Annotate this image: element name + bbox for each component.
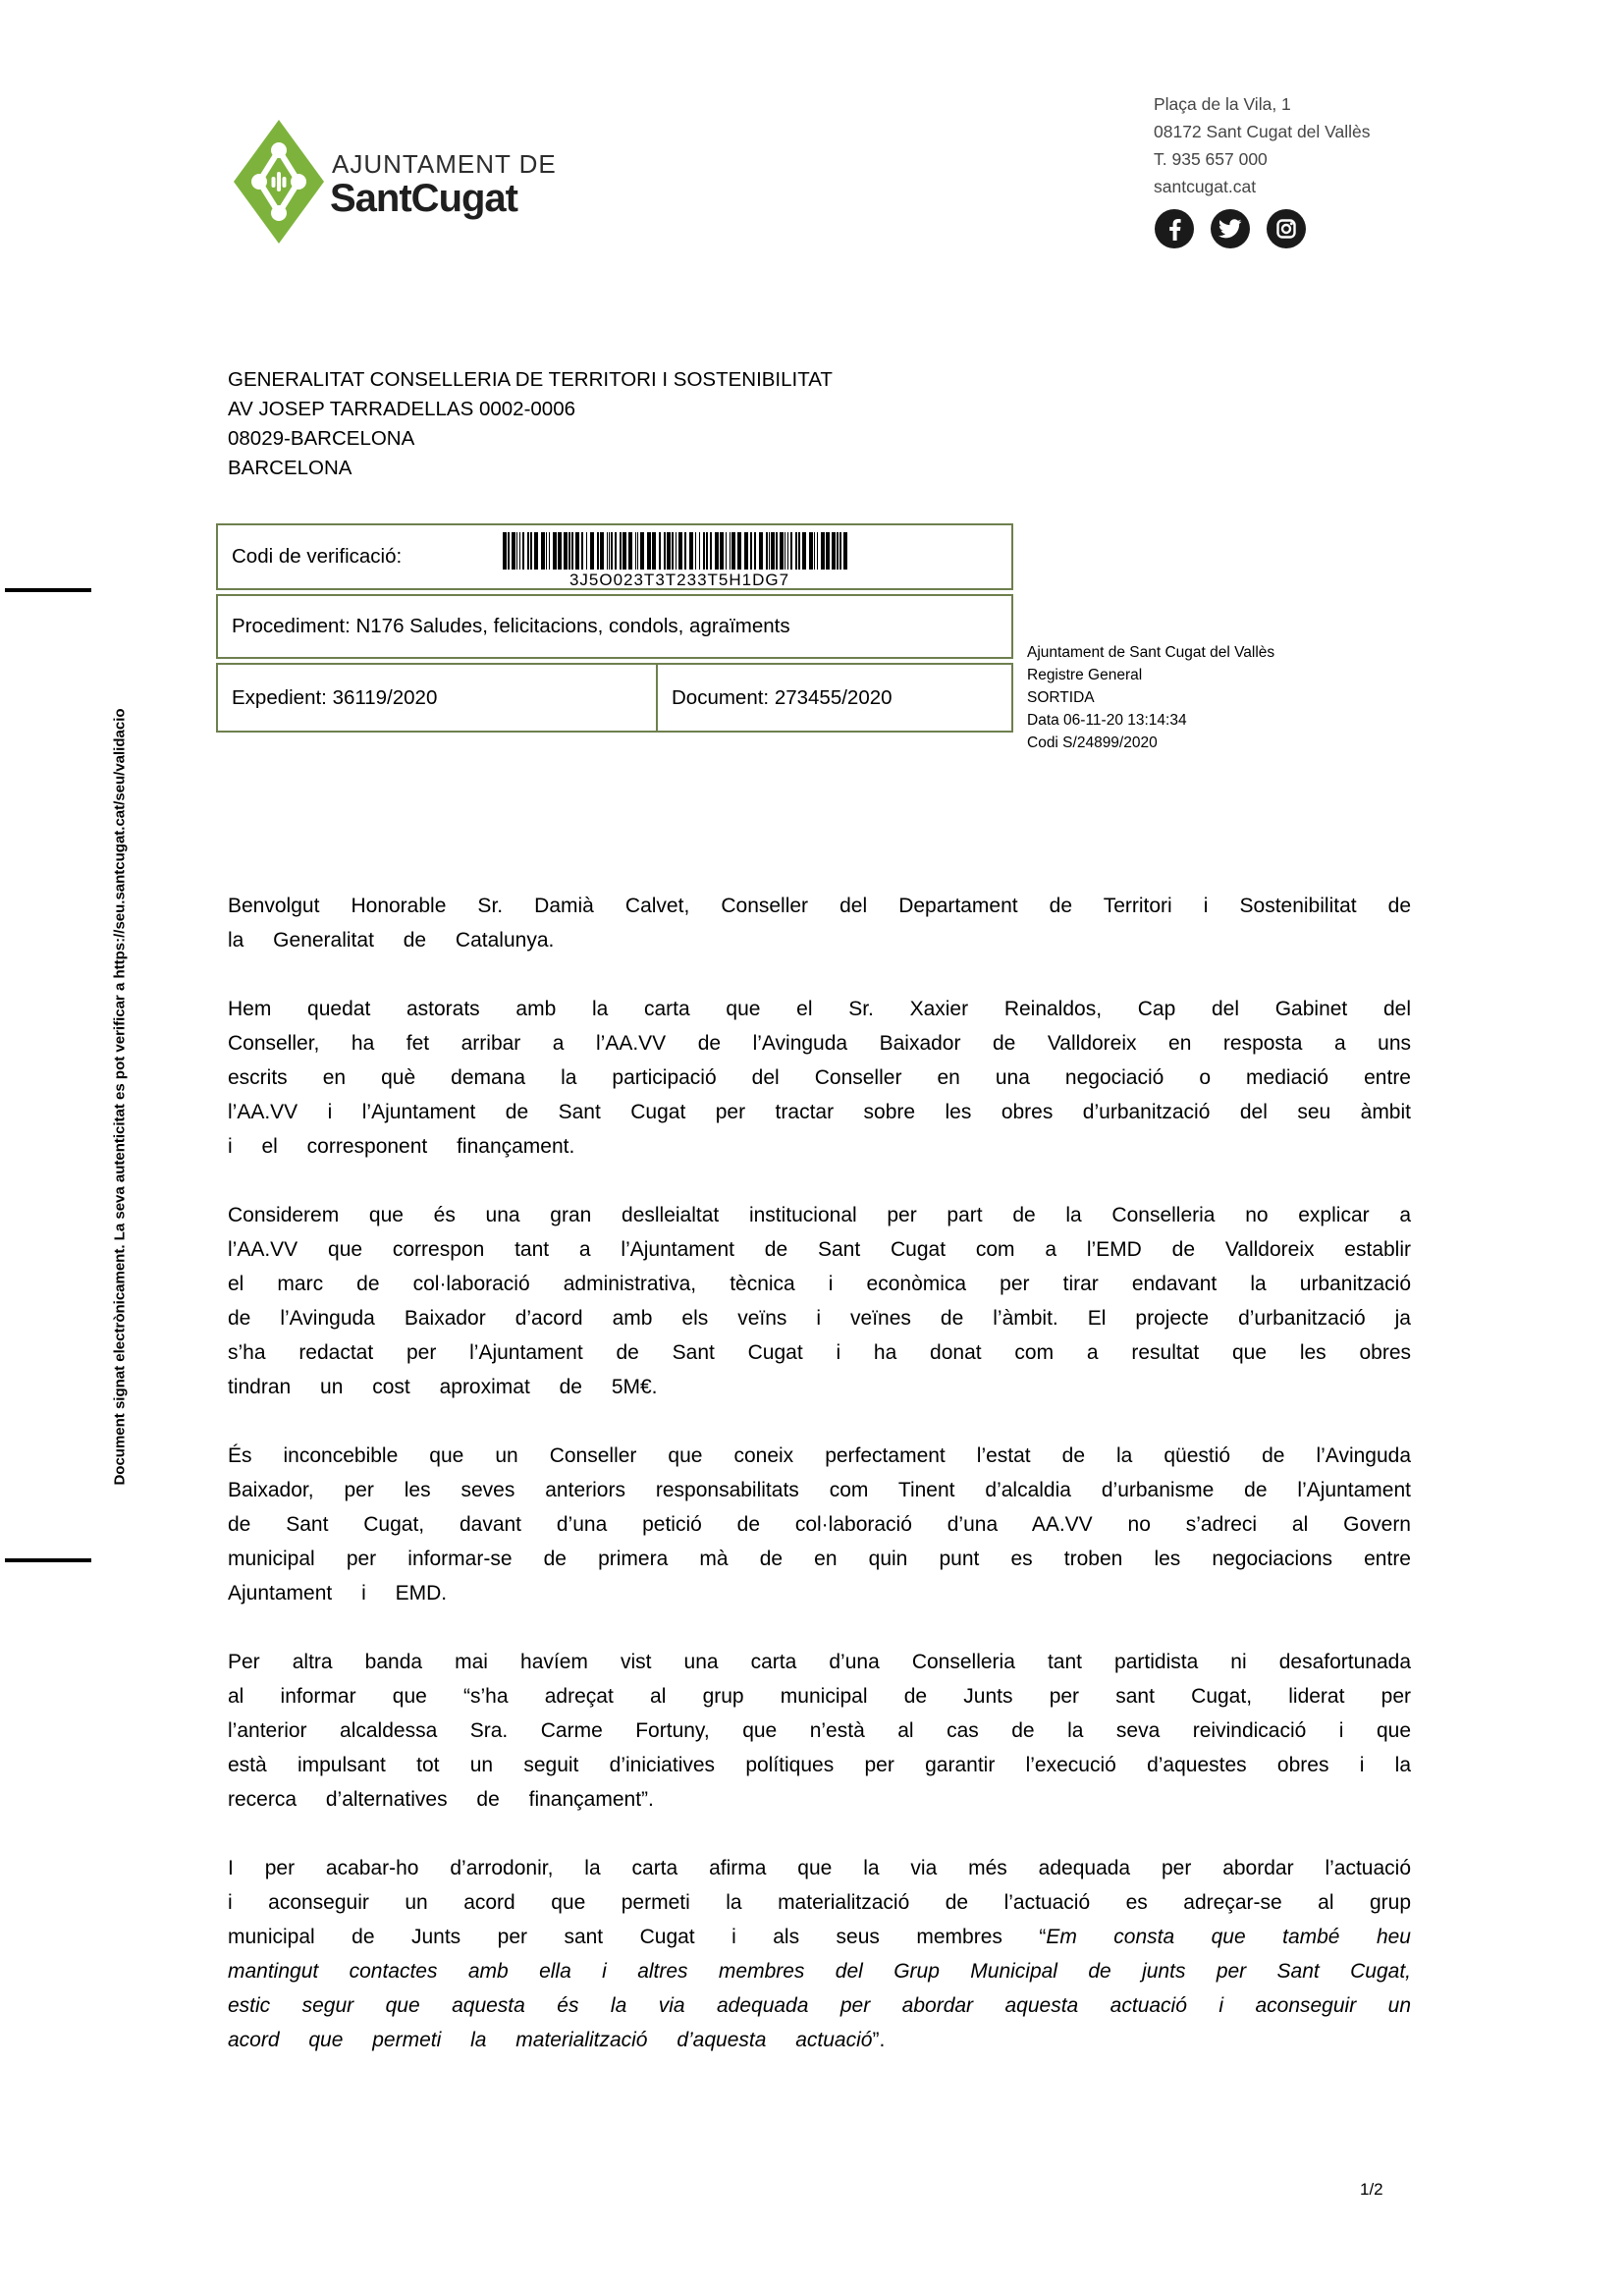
fold-mark-top: [5, 588, 91, 592]
paragraph: Hem quedat astorats amb la carta que el Sr. Xaxier Reinaldos, Cap del Gabinet del Conseller, ha fet arribar a l’AA.VV de l’Avinguda Baixador de Valldoreix en resposta a uns escrits en què demana la participació del Conseller en una negociació o mediació entre l’AA.VV i l’Ajuntament de Sant Cugat per tractar sobre les obres d’urbanització del seu àmbit i el corresponent finançament.: [228, 998, 1411, 1158]
closing-normal-text: I per acabar-ho d’arrodonir, la carta afirma que la via més adequada per abordar l’actuació i aconseguir un acord que permeti la materialització de l’actuació es adreçar-se al grup municipal de Junts per sant Cugat i als seus membres “: [228, 1857, 1411, 1948]
recipient-line: 08029-BARCELONA: [228, 427, 415, 450]
recipient-line: GENERALITAT CONSELLERIA DE TERRITORI I SOSTENIBILITAT: [228, 368, 833, 391]
paragraph: Considerem que és una gran deslleialtat institucional per part de la Conselleria no explicar a l’AA.VV que correspon tant a l’Ajuntament de Sant Cugat com a l’EMD de Valldoreix establir el marc de col·laboració administrativa, tècnica i econòmica per tirar endavant la urbanització de l’Avinguda Baixador d’acord amb els veïns i veïnes de l’àmbit. El projecte d’urbanització ja s’ha redactat per l’Ajuntament de Sant Cugat i ha donat com a resultat que les obres tindran un cost aproximat de 5M€.: [228, 1204, 1411, 1398]
closing-after-text: ”.: [872, 2029, 886, 2051]
registry-line: Ajuntament de Sant Cugat del Vallès: [1027, 644, 1275, 661]
registry-stamp: [1027, 641, 1274, 754]
procediment-label: Procediment: N176 Saludes, felicitacions, condols, agraïments: [232, 615, 790, 637]
twitter-icon: [1210, 208, 1251, 249]
social-icons-row: [1154, 208, 1307, 249]
paragraph: És inconcebible que un Conseller que coneix perfectament l’estat de la qüestió de l’Avinguda Baixador, per les seves anteriors responsabilitats com Tinent d’alcaldia d’urbanisme de l’Ajuntament de Sant Cugat, davant d’una petició de col·laboració d’una AA.VV no s’adreci al Govern municipal per informar-se de primera mà de en quin punt es troben les negociacions entre Ajuntament i EMD.: [228, 1444, 1411, 1605]
closing-quoted-text: Em consta que també heu mantingut contactes amb ella i altres membres del Grup Municipal de junts per Sant Cugat, estic segur que aquesta és la via adequada per abordar aquesta actuació i aconseguir un acord que permeti la materialització d’aquesta actuació: [228, 1926, 1411, 2051]
registry-line: Data 06-11-20 13:14:34: [1027, 712, 1187, 729]
contact-phone: T. 935 657 000: [1154, 149, 1268, 169]
letter-body: [228, 889, 1411, 2092]
expedient-document-box: [216, 663, 1013, 733]
paragraph: Per altra banda mai havíem vist una carta d’una Conselleria tant partidista ni desafortunada al informar que “s’ha adreçat al grup municipal de Junts per sant Cugat, liderat per l’anterior alcaldessa Sra. Carme Fortuny, que n’està al cas de la seva reivindicació i que està impulsant tot un seguit d’iniciatives polítiques per garantir l’execució d’aquestes obres i la recerca d’alternatives de finançament”.: [228, 1651, 1411, 1811]
signature-validation-note: Document signat electrònicament. La seva autenticitat es pot verificar a https://seu.santcugat.cat/seu/validacio: [111, 708, 129, 1486]
document-label: Document: 273455/2020: [672, 685, 893, 709]
document-cell: [658, 665, 1011, 731]
recipient-line: AV JOSEP TARRADELLAS 0002-0006: [228, 398, 576, 420]
facebook-icon: [1154, 208, 1195, 249]
contact-address-line2: 08172 Sant Cugat del Vallès: [1154, 122, 1371, 141]
logo-text-ajuntament: AJUNTAMENT DE: [332, 149, 557, 179]
verification-code-box: [216, 523, 1013, 590]
registry-line: SORTIDA: [1027, 689, 1095, 706]
recipient-address: [228, 365, 833, 483]
santcugat-logo-icon: [234, 120, 324, 248]
contact-website: santcugat.cat: [1154, 177, 1257, 196]
logo-text-santcugat: SantCugat: [330, 177, 517, 220]
registry-line: Codi S/24899/2020: [1027, 734, 1158, 751]
fold-mark-bottom: [5, 1558, 91, 1562]
verification-code-value: 3J5O023T3T233T5H1DG7: [568, 571, 790, 589]
contact-address-line1: Plaça de la Vila, 1: [1154, 94, 1291, 114]
contact-block: [1154, 90, 1371, 200]
procediment-box: [216, 594, 1013, 659]
page-number: 1/2: [1360, 2180, 1383, 2199]
expedient-cell: [218, 665, 658, 731]
verification-code-label: Codi de verificació:: [232, 545, 403, 568]
registry-line: Registre General: [1027, 667, 1143, 683]
expedient-label: Expedient: 36119/2020: [232, 685, 438, 709]
paragraph-closing: [228, 1851, 1411, 2057]
paragraph-salutation: Benvolgut Honorable Sr. Damià Calvet, Conseller del Departament de Territori i Sostenibilitat de la Generalitat de Catalunya.: [228, 895, 1411, 952]
recipient-line: BARCELONA: [228, 457, 352, 479]
barcode-bars: [503, 532, 858, 570]
instagram-icon: [1266, 208, 1307, 249]
